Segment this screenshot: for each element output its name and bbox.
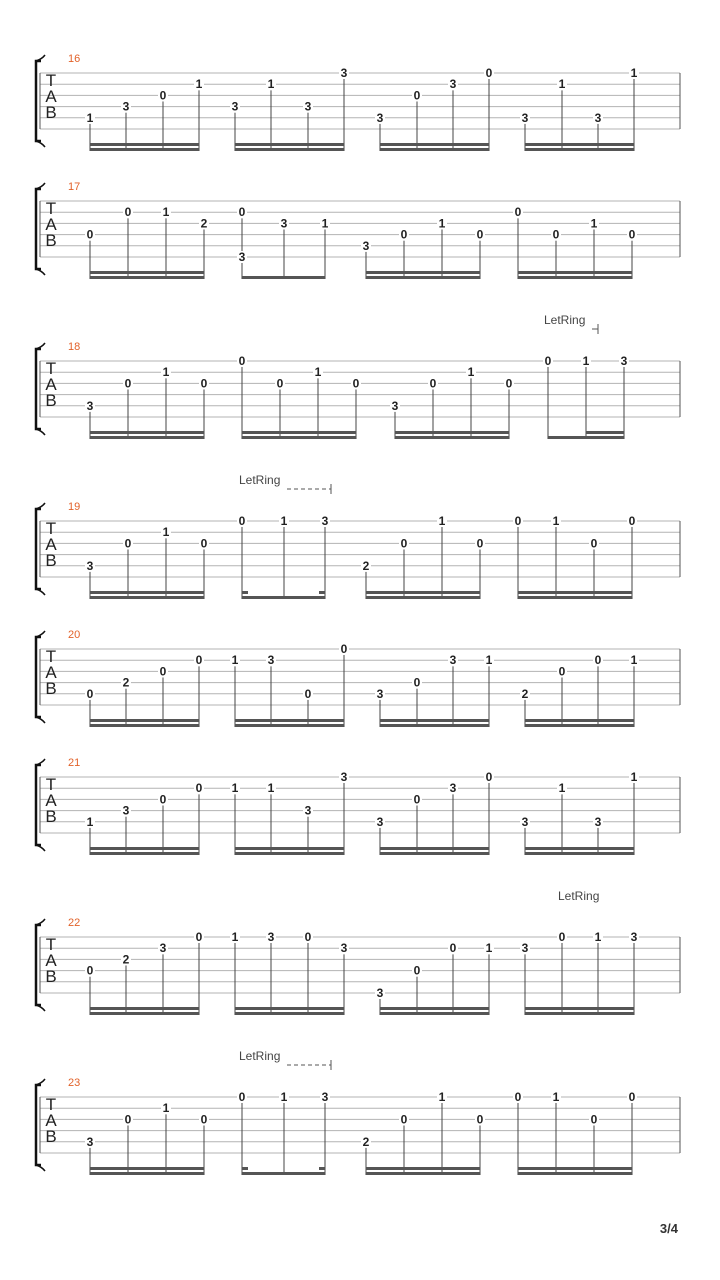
tab-clef-letter: T (45, 1095, 57, 1114)
fret-number: 3 (391, 398, 399, 413)
beam-secondary (518, 591, 632, 594)
beam-secondary (395, 431, 509, 434)
beam-secondary (90, 271, 204, 274)
fret-number: 3 (449, 77, 457, 92)
fret-number: 0 (86, 227, 94, 242)
beam (90, 1012, 199, 1015)
fret-number: 3 (267, 930, 275, 944)
fret-number: 0 (352, 376, 360, 391)
fret-number: 0 (544, 354, 552, 368)
fret-number: 2 (362, 1134, 370, 1149)
fret-number: 3 (280, 216, 288, 231)
fret-number: 1 (467, 365, 475, 380)
tab-clef-letter: B (45, 391, 57, 410)
beam (90, 724, 199, 727)
beam-secondary (90, 143, 199, 146)
fret-number: 0 (485, 770, 493, 784)
beam-secondary (366, 591, 480, 594)
beam (380, 148, 489, 151)
let-ring-label: LetRing (558, 889, 600, 903)
fret-number: 0 (238, 514, 246, 528)
fret-number: 0 (558, 664, 566, 679)
beam (518, 1172, 632, 1175)
fret-number: 0 (238, 354, 246, 368)
fret-number: 3 (86, 1134, 94, 1149)
fret-number: 0 (304, 686, 312, 701)
beam-secondary (90, 1167, 204, 1170)
fret-number: 1 (485, 653, 493, 668)
tab-clef-letter: A (45, 791, 57, 810)
tab-clef-letter: A (45, 535, 57, 554)
beam-secondary (518, 271, 632, 274)
beam (548, 436, 624, 439)
fret-number: 1 (630, 66, 638, 80)
fret-number: 2 (122, 952, 130, 967)
fret-number: 1 (552, 1090, 560, 1104)
beam-secondary (235, 847, 344, 850)
fret-number: 0 (514, 205, 522, 220)
tab-clef-letter: T (45, 935, 57, 954)
fret-number: 0 (200, 536, 208, 551)
fret-number: 3 (267, 653, 275, 668)
fret-number: 3 (122, 99, 130, 114)
fret-number: 0 (200, 1112, 208, 1127)
fret-number: 3 (86, 398, 94, 413)
fret-number: 0 (400, 1112, 408, 1127)
tab-clef-letter: A (45, 375, 57, 394)
fret-number: 3 (321, 1090, 329, 1104)
beam (366, 276, 480, 279)
fret-number: 0 (413, 792, 421, 807)
fret-number: 3 (594, 814, 602, 829)
tab-system-19 (36, 473, 680, 599)
fret-number: 3 (304, 803, 312, 818)
fret-number: 0 (413, 963, 421, 978)
fret-number: 1 (630, 770, 638, 784)
fret-number: 1 (162, 365, 170, 380)
fret-number: 2 (200, 216, 208, 231)
fret-number: 0 (429, 376, 437, 391)
fret-number: 1 (314, 365, 322, 380)
beam (366, 1172, 480, 1175)
fret-number: 3 (521, 941, 529, 956)
fret-number: 0 (514, 1090, 522, 1104)
tab-clef-letter: T (45, 647, 57, 666)
fret-number: 0 (200, 376, 208, 391)
fret-number: 0 (476, 1112, 484, 1127)
beam (366, 596, 480, 599)
beam (242, 596, 325, 599)
fret-number: 0 (476, 536, 484, 551)
fret-number: 1 (558, 77, 566, 92)
fret-number: 0 (400, 536, 408, 551)
fret-number: 1 (485, 941, 493, 956)
fret-number: 3 (340, 941, 348, 956)
fret-number: 0 (124, 205, 132, 220)
measure-number: 16 (68, 53, 81, 65)
fret-number: 0 (628, 227, 636, 242)
fret-number: 0 (552, 227, 560, 242)
beam-secondary (235, 719, 344, 722)
fret-number: 0 (195, 781, 203, 796)
fret-number: 0 (238, 205, 246, 220)
fret-number: 1 (590, 216, 598, 231)
fret-number: 0 (413, 675, 421, 690)
beam-stub (242, 591, 248, 594)
fret-number: 1 (231, 653, 239, 668)
fret-number: 0 (590, 1112, 598, 1127)
beam-stub (319, 1167, 325, 1170)
beam (235, 852, 344, 855)
beam-secondary (366, 271, 480, 274)
fret-number: 3 (620, 354, 628, 368)
tab-clef-letter: T (45, 775, 57, 794)
fret-number: 3 (376, 686, 384, 701)
beam-secondary (380, 719, 489, 722)
tab-clef-letter: A (45, 87, 57, 106)
fret-number: 1 (231, 930, 239, 944)
beam (380, 852, 489, 855)
fret-number: 3 (231, 99, 239, 114)
fret-number: 1 (195, 77, 203, 92)
fret-number: 1 (280, 514, 288, 528)
page-number: 3/4 (659, 1221, 678, 1236)
fret-number: 1 (267, 781, 275, 796)
fret-number: 0 (340, 642, 348, 656)
fret-number: 0 (590, 536, 598, 551)
fret-number: 1 (630, 653, 638, 668)
fret-number: 0 (124, 536, 132, 551)
fret-number: 2 (521, 686, 529, 701)
beam-secondary (525, 143, 634, 146)
fret-number: 1 (267, 77, 275, 92)
fret-number: 1 (231, 781, 239, 796)
fret-number: 0 (400, 227, 408, 242)
fret-number: 3 (340, 770, 348, 784)
tab-clef-letter: T (45, 199, 57, 218)
beam-stub (242, 1167, 248, 1170)
beam (242, 276, 325, 279)
fret-number: 0 (195, 930, 203, 944)
beam (242, 436, 356, 439)
beam-secondary (90, 591, 204, 594)
fret-number: 1 (321, 216, 329, 231)
fret-number: 0 (159, 792, 167, 807)
fret-number: 0 (485, 66, 493, 80)
tab-clef-letter: T (45, 519, 57, 538)
tab-clef-letter: B (45, 1127, 57, 1146)
fret-number: 2 (362, 558, 370, 573)
fret-number: 3 (362, 238, 370, 253)
beam-secondary (90, 431, 204, 434)
beam-secondary (525, 719, 634, 722)
fret-number: 1 (86, 110, 94, 125)
beam (525, 148, 634, 151)
beam (518, 276, 632, 279)
beam (235, 148, 344, 151)
fret-number: 0 (304, 930, 312, 944)
beam-secondary (380, 143, 489, 146)
fret-number: 0 (558, 930, 566, 944)
tab-system-18 (36, 313, 680, 439)
beam (90, 1172, 204, 1175)
fret-number: 1 (162, 525, 170, 540)
beam-secondary (90, 1007, 199, 1010)
measure-number: 17 (68, 181, 81, 193)
fret-number: 1 (438, 1090, 446, 1104)
fret-number: 0 (514, 514, 522, 528)
beam (90, 436, 204, 439)
beam (525, 1012, 634, 1015)
fret-number: 0 (505, 376, 513, 391)
beam (525, 852, 634, 855)
fret-number: 0 (86, 963, 94, 978)
beam (235, 724, 344, 727)
fret-number: 1 (86, 814, 94, 829)
measure-number: 22 (68, 917, 81, 929)
tab-clef-letter: A (45, 215, 57, 234)
beam (90, 852, 199, 855)
fret-number: 0 (238, 1090, 246, 1104)
tab-clef-letter: A (45, 951, 57, 970)
fret-number: 3 (86, 558, 94, 573)
tab-clef-letter: B (45, 967, 57, 986)
tab-clef-letter: B (45, 103, 57, 122)
fret-number: 3 (238, 250, 246, 264)
tab-system-23 (36, 1049, 680, 1175)
beam (525, 724, 634, 727)
fret-number: 0 (628, 514, 636, 528)
let-ring-label: LetRing (239, 1049, 281, 1063)
measure-number: 23 (68, 1077, 81, 1089)
beam (235, 1012, 344, 1015)
beam (518, 596, 632, 599)
fret-number: 1 (594, 930, 602, 944)
beam (90, 276, 204, 279)
fret-number: 3 (521, 814, 529, 829)
fret-number: 0 (124, 1112, 132, 1127)
measure-number: 18 (68, 341, 81, 353)
fret-number: 3 (159, 941, 167, 956)
beam-secondary (242, 431, 356, 434)
beam-secondary (235, 1007, 344, 1010)
beam (90, 596, 204, 599)
beam-secondary (525, 847, 634, 850)
fret-number: 0 (413, 88, 421, 103)
fret-number: 0 (124, 376, 132, 391)
tab-system-21 (36, 757, 680, 855)
fret-number: 1 (438, 216, 446, 231)
fret-number: 3 (321, 514, 329, 528)
fret-number: 1 (162, 205, 170, 220)
beam-secondary (90, 719, 199, 722)
fret-number: 0 (86, 686, 94, 701)
fret-number: 0 (449, 941, 457, 956)
fret-number: 3 (630, 930, 638, 944)
beam (90, 148, 199, 151)
beam-secondary (525, 1007, 634, 1010)
fret-number: 2 (122, 675, 130, 690)
beam-secondary (586, 431, 624, 434)
fret-number: 3 (449, 781, 457, 796)
beam-stub (319, 591, 325, 594)
fret-number: 3 (376, 986, 384, 1000)
fret-number: 0 (159, 88, 167, 103)
fret-number: 1 (582, 354, 590, 368)
fret-number: 3 (594, 110, 602, 125)
beam-secondary (90, 847, 199, 850)
fret-number: 1 (558, 781, 566, 796)
let-ring-label: LetRing (239, 473, 281, 487)
tab-clef-letter: B (45, 807, 57, 826)
beam-secondary (380, 1007, 489, 1010)
fret-number: 3 (449, 653, 457, 668)
fret-number: 0 (159, 664, 167, 679)
tab-clef-letter: B (45, 231, 57, 250)
beam (242, 1172, 325, 1175)
fret-number: 1 (162, 1101, 170, 1116)
fret-number: 0 (594, 653, 602, 668)
beam-secondary (235, 143, 344, 146)
fret-number: 3 (340, 66, 348, 80)
measure-number: 21 (68, 757, 81, 769)
fret-number: 3 (521, 110, 529, 125)
beam (395, 436, 509, 439)
beam (380, 724, 489, 727)
fret-number: 0 (195, 653, 203, 668)
fret-number: 1 (438, 514, 446, 528)
beam-secondary (518, 1167, 632, 1170)
tab-system-22 (36, 889, 680, 1015)
fret-number: 0 (276, 376, 284, 391)
fret-number: 3 (304, 99, 312, 114)
tab-system-16 (36, 53, 680, 151)
tab-clef-letter: T (45, 71, 57, 90)
fret-number: 0 (628, 1090, 636, 1104)
fret-number: 3 (376, 110, 384, 125)
tab-clef-letter: T (45, 359, 57, 378)
tab-clef-letter: B (45, 679, 57, 698)
fret-number: 3 (376, 814, 384, 829)
tab-clef-letter: A (45, 1111, 57, 1130)
measure-number: 20 (68, 629, 81, 641)
tab-clef-letter: A (45, 663, 57, 682)
beam (380, 1012, 489, 1015)
measure-number: 19 (68, 501, 81, 513)
tab-system-17 (36, 181, 680, 279)
fret-number: 1 (552, 514, 560, 528)
beam-secondary (366, 1167, 480, 1170)
tab-system-20 (36, 629, 680, 727)
fret-number: 1 (280, 1090, 288, 1104)
fret-number: 0 (476, 227, 484, 242)
let-ring-label: LetRing (544, 313, 586, 327)
tab-clef-letter: B (45, 551, 57, 570)
beam-secondary (380, 847, 489, 850)
fret-number: 3 (122, 803, 130, 818)
